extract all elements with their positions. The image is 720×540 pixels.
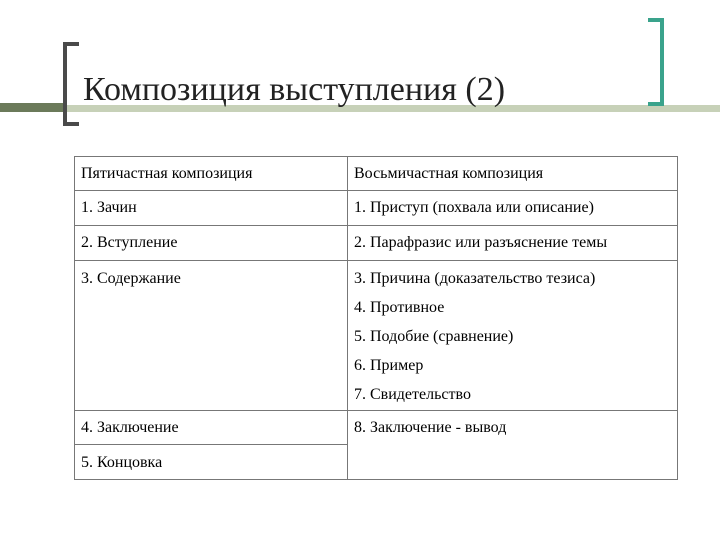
table-row [75,411,678,445]
cell-text: 3. Содержание [81,270,181,287]
table-cell [348,226,678,261]
composition-table [74,156,678,480]
table-cell [348,261,678,411]
table-header-row [75,157,678,191]
cell-text: 1. Зачин [81,199,137,216]
table-cell [75,261,348,411]
cell-text: 5. Подобие (сравнение) [354,328,514,345]
left-bracket-decoration [63,42,79,126]
header-cell-eight-part [348,157,678,191]
table-cell [75,226,348,261]
cell-text: 2. Парафразис или разъяснение темы [354,234,608,251]
header-cell-five-part [75,157,348,191]
cell-text: 2. Вступление [81,234,178,251]
table-row [75,226,678,261]
table-cell [348,411,678,480]
page-title: Композиция выступления (2) [83,71,506,108]
cell-text: 7. Свидетельство [354,386,471,403]
cell-text: 4. Заключение [81,419,179,436]
title-underline-dark [0,103,67,112]
cell-text: 4. Противное [354,299,445,316]
table-cell [348,191,678,226]
cell-text: 6. Пример [354,357,424,374]
cell-text: 8. Заключение - вывод [354,419,507,436]
table-row [75,191,678,226]
cell-text: 1. Приступ (похвала или описание) [354,199,594,216]
cell-text: 5. Концовка [81,454,163,471]
cell-text: 3. Причина (доказательство тезиса) [354,270,596,287]
header-label: Пятичастная композиция [81,165,253,182]
table-cell [75,191,348,226]
table-row [75,261,678,411]
table-cell [75,445,348,480]
header-label: Восьмичастная композиция [354,165,544,182]
right-bracket-decoration [648,18,664,106]
table-cell [75,411,348,445]
